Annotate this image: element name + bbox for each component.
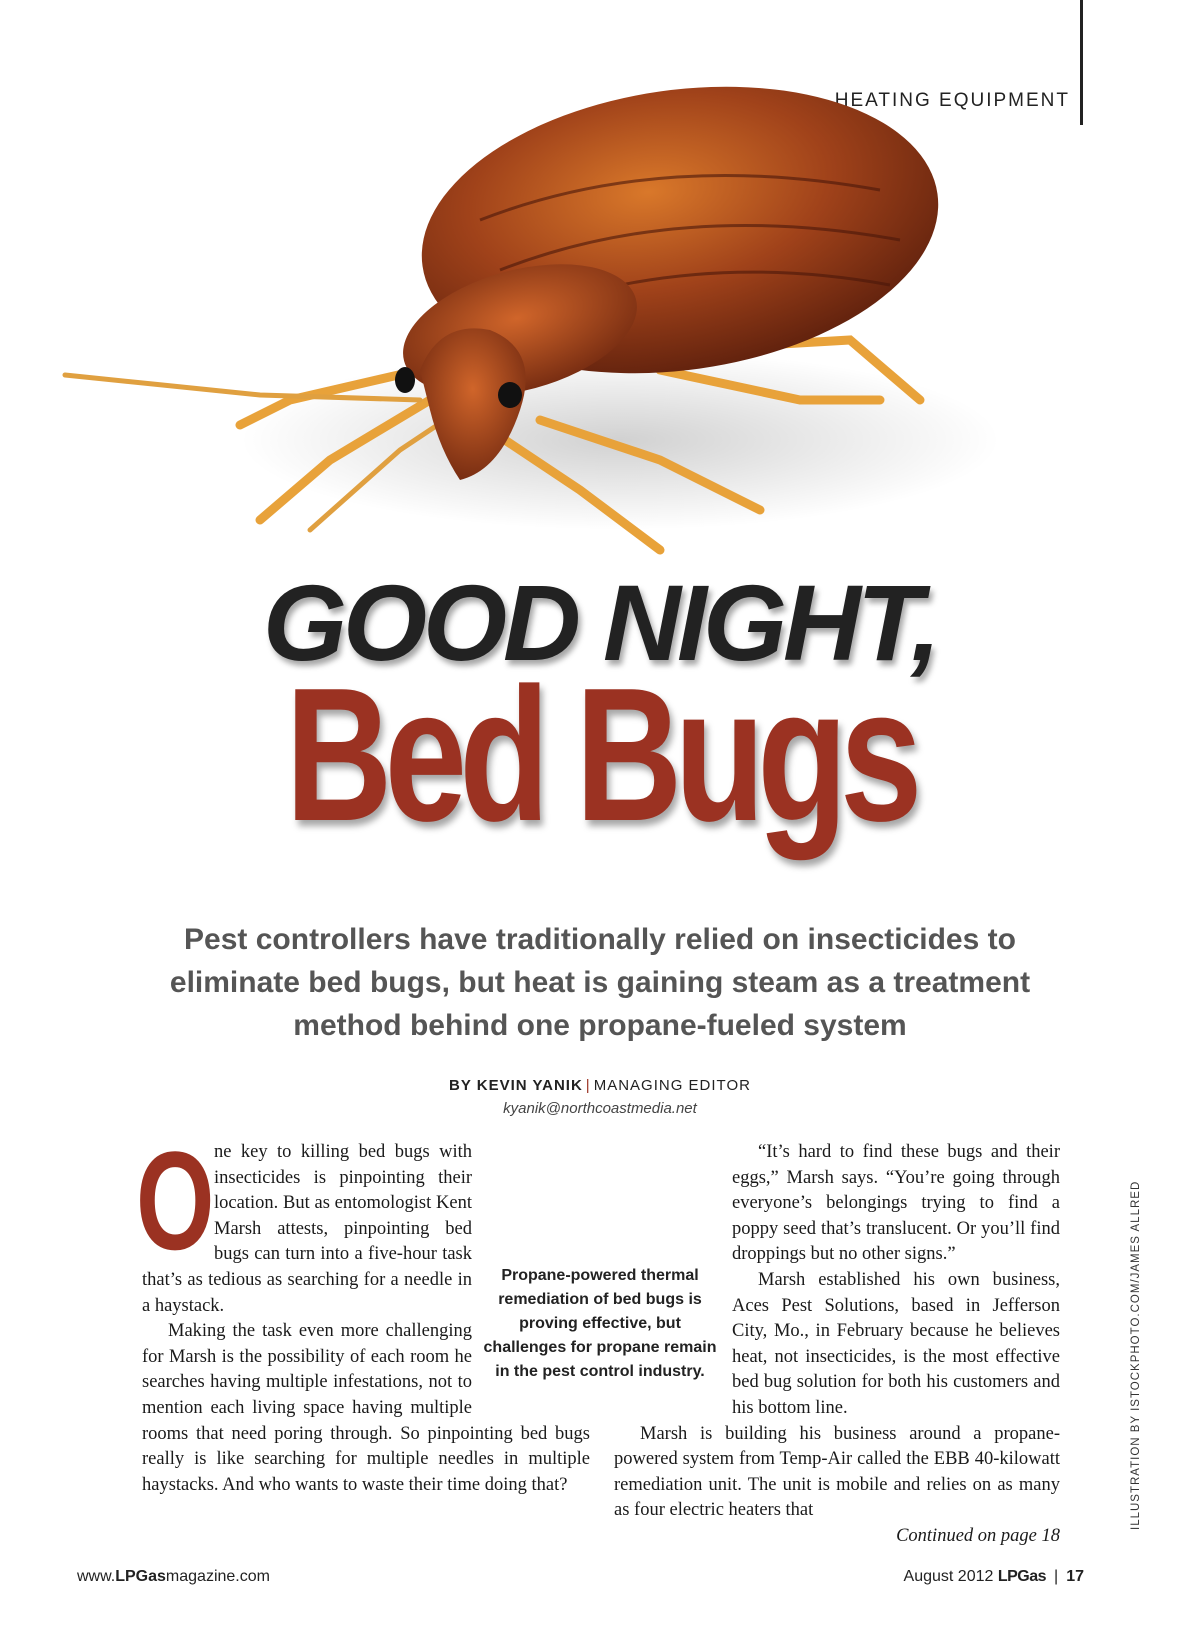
section-label: HEATING EQUIPMENT: [834, 90, 1070, 111]
byline-separator: |: [585, 1077, 591, 1094]
footer-folio: [904, 1568, 1084, 1586]
paragraph: “It’s hard to find these bugs and their eggs,” Marsh says. “You’re going through everyone’s belongings trying to find a poppy seed that’s translucent. Or you’ll find droppings but no other signs.”: [732, 1142, 1060, 1265]
magazine-name: LPGas: [997, 1568, 1047, 1585]
pull-quote: Propane-powered thermal remediation of bed bugs is proving effective, but challenges for propane remain in the pest control industry.: [483, 1267, 717, 1380]
paragraph: Marsh established his own business, Aces Pest Solutions, based in Jefferson City, Mo., in February because he believes heat, not insecticides, is the most effective bed bug solution for both his customers and his bottom line.: [732, 1269, 1060, 1418]
url-brand: LPGas: [115, 1568, 166, 1585]
author-email[interactable]: kyanik@northcoastmedia.net: [503, 1100, 697, 1117]
issue-date: August 2012: [903, 1568, 994, 1585]
continued-note: Continued on page 18: [896, 1525, 1060, 1546]
headline-line-1: GOOD NIGHT,: [263, 562, 937, 683]
top-rule: [1080, 0, 1083, 125]
drop-cap: O: [136, 1122, 215, 1279]
article-deck: Pest controllers have traditionally relied on insecticides to eliminate bed bugs, but heat is gaining steam as a treatment method behind one propane-fueled system: [169, 923, 1031, 1042]
paragraph: Marsh is building his business around a propane-powered system from Temp-Air called the EBB 40-kilowatt remediation unit. The unit is mobile and relies on as many as four electric heaters that: [614, 1423, 1060, 1521]
headline-line-2: Bed Bugs: [285, 649, 915, 861]
url-suffix: magazine.com: [165, 1568, 270, 1585]
paragraph: ne key to killing bed bugs with insecticides is pinpointing their location. But as entomologist Kent Marsh attests, pinpointing bed bugs can turn into a five-hour task that’s as tedious as searching for a needle in a haystack.: [142, 1142, 472, 1316]
paragraph: Making the task even more challenging for Marsh is the possibility of each room he searches having multiple infestations, not to mention each living space having multiple rooms that need poring through. So pinpointing bed bugs really is like searching for multiple needles in multiple haystacks. And who wants to waste their time doing that?: [142, 1321, 590, 1495]
author-title: MANAGING EDITOR: [593, 1077, 751, 1094]
page-number: 17: [1066, 1568, 1084, 1585]
url-prefix: www.: [77, 1568, 116, 1585]
footer-url[interactable]: [77, 1568, 270, 1586]
author-name: BY KEVIN YANIK: [449, 1077, 583, 1094]
folio-separator: |: [1054, 1568, 1059, 1585]
bed-bug-illustration: [60, 70, 1060, 580]
photo-credit: ILLUSTRATION BY ISTOCKPHOTO.COM/JAMES ALLRED: [1130, 1180, 1142, 1530]
byline: [0, 1077, 1200, 1094]
